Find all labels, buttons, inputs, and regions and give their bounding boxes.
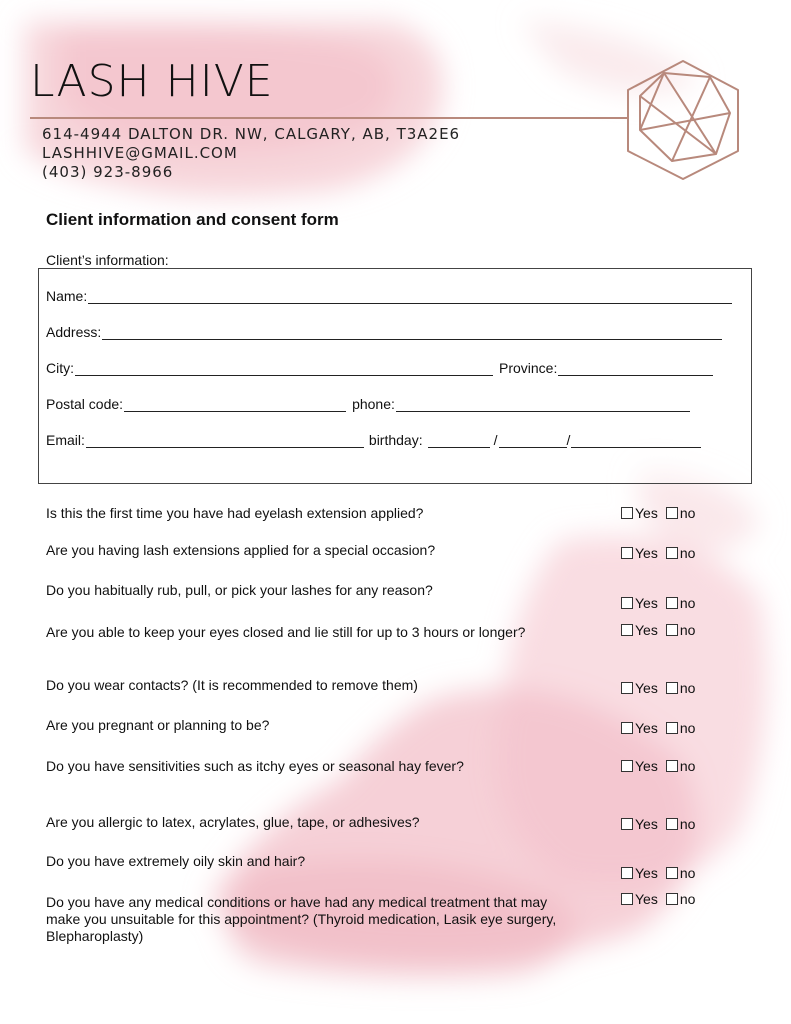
question-oily-skin: Do you have extremely oily skin and hair? bbox=[46, 853, 306, 869]
yes-checkbox[interactable] bbox=[621, 624, 633, 636]
yes-checkbox[interactable] bbox=[621, 597, 633, 609]
answer-contacts bbox=[621, 680, 695, 696]
phone-label: phone: bbox=[352, 396, 395, 412]
postal-phone-row bbox=[46, 396, 690, 412]
birthday-year-field[interactable] bbox=[571, 433, 701, 448]
no-checkbox[interactable] bbox=[666, 624, 678, 636]
yes-label: Yes bbox=[635, 545, 658, 561]
question-rub-lashes: Do you habitually rub, pull, or pick your lashes for any reason? bbox=[46, 582, 433, 598]
brand-divider bbox=[30, 117, 628, 119]
yes-checkbox[interactable] bbox=[621, 893, 633, 905]
answer-rub-lashes bbox=[621, 595, 695, 611]
no-checkbox[interactable] bbox=[666, 547, 678, 559]
answer-special-occasion bbox=[621, 545, 695, 561]
yes-checkbox[interactable] bbox=[621, 760, 633, 772]
birthday-day-field[interactable] bbox=[428, 433, 490, 448]
yes-label: Yes bbox=[635, 622, 658, 638]
yes-checkbox[interactable] bbox=[621, 867, 633, 879]
no-label: no bbox=[679, 816, 696, 832]
yes-label: Yes bbox=[635, 816, 658, 832]
province-field[interactable] bbox=[558, 361, 713, 376]
no-checkbox[interactable] bbox=[666, 893, 678, 905]
no-label: no bbox=[679, 758, 696, 774]
no-label: no bbox=[679, 891, 696, 907]
question-sensitivities: Do you have sensitivities such as itchy eyes or seasonal hay fever? bbox=[46, 758, 464, 774]
no-label: no bbox=[679, 595, 696, 611]
no-label: no bbox=[679, 720, 696, 736]
yes-label: Yes bbox=[635, 720, 658, 736]
no-label: no bbox=[679, 505, 696, 521]
question-first-time: Is this the first time you have had eyelash extension applied? bbox=[46, 505, 424, 521]
yes-label: Yes bbox=[635, 865, 658, 881]
no-label: no bbox=[679, 545, 696, 561]
name-row bbox=[46, 288, 732, 304]
yes-checkbox[interactable] bbox=[621, 507, 633, 519]
question-medical-conditions: Do you have any medical conditions or have had any medical treatment that may make you unsuitable for this appointment? (Thyroid medication, Lasik eye surgery, Blepharoplasty) bbox=[46, 894, 557, 944]
geometric-hexagon-logo-icon bbox=[622, 58, 744, 182]
city-field[interactable] bbox=[75, 361, 493, 376]
yes-label: Yes bbox=[635, 505, 658, 521]
email-label: Email: bbox=[46, 432, 85, 448]
answer-oily-skin bbox=[621, 865, 695, 881]
email-birthday-row bbox=[46, 432, 701, 448]
answer-sensitivities bbox=[621, 758, 695, 774]
postal-code-field[interactable] bbox=[124, 397, 346, 412]
question-special-occasion: Are you having lash extensions applied for a special occasion? bbox=[46, 542, 436, 558]
no-label: no bbox=[679, 622, 696, 638]
form-title: Client information and consent form bbox=[46, 210, 339, 229]
birthday-separator: / bbox=[566, 432, 571, 448]
no-checkbox[interactable] bbox=[666, 682, 678, 694]
birthday-month-field[interactable] bbox=[499, 433, 567, 448]
yes-checkbox[interactable] bbox=[621, 818, 633, 830]
postal-code-label: Postal code: bbox=[46, 396, 124, 412]
birthday-label: birthday: bbox=[368, 432, 423, 448]
brand-email: LASHHIVE@GMAIL.COM bbox=[42, 144, 238, 162]
province-label: Province: bbox=[499, 360, 558, 376]
yes-label: Yes bbox=[635, 891, 658, 907]
city-province-row bbox=[46, 360, 713, 376]
no-label: no bbox=[679, 865, 696, 881]
answer-pregnant bbox=[621, 720, 695, 736]
birthday-separator: / bbox=[493, 432, 498, 448]
no-checkbox[interactable] bbox=[666, 867, 678, 879]
no-checkbox[interactable] bbox=[666, 597, 678, 609]
address-field[interactable] bbox=[102, 325, 722, 340]
city-label: City: bbox=[46, 360, 74, 376]
yes-label: Yes bbox=[635, 680, 658, 696]
no-label: no bbox=[679, 680, 696, 696]
no-checkbox[interactable] bbox=[666, 818, 678, 830]
no-checkbox[interactable] bbox=[666, 760, 678, 772]
answer-first-time bbox=[621, 505, 695, 521]
name-label: Name: bbox=[46, 288, 88, 304]
brand-address: 614-4944 DALTON DR. NW, CALGARY, AB, T3A2E6 bbox=[42, 125, 461, 143]
no-checkbox[interactable] bbox=[666, 722, 678, 734]
question-contacts: Do you wear contacts? (It is recommended to remove them) bbox=[46, 677, 418, 693]
brand-name: LASH HIVE bbox=[30, 56, 274, 107]
answer-eyes-closed bbox=[621, 622, 695, 638]
answer-allergies bbox=[621, 816, 695, 832]
question-pregnant: Are you pregnant or planning to be? bbox=[46, 717, 270, 733]
yes-checkbox[interactable] bbox=[621, 547, 633, 559]
phone-field[interactable] bbox=[396, 397, 690, 412]
yes-checkbox[interactable] bbox=[621, 682, 633, 694]
yes-label: Yes bbox=[635, 758, 658, 774]
client-info-label: Client’s information: bbox=[46, 252, 169, 268]
name-field[interactable] bbox=[88, 289, 732, 304]
answer-medical-conditions bbox=[621, 891, 695, 907]
email-field[interactable] bbox=[86, 433, 364, 448]
no-checkbox[interactable] bbox=[666, 507, 678, 519]
question-allergies: Are you allergic to latex, acrylates, glue, tape, or adhesives? bbox=[46, 814, 420, 830]
yes-label: Yes bbox=[635, 595, 658, 611]
address-label: Address: bbox=[46, 324, 102, 340]
question-eyes-closed: Are you able to keep your eyes closed and lie still for up to 3 hours or longer? bbox=[46, 624, 526, 640]
yes-checkbox[interactable] bbox=[621, 722, 633, 734]
address-row bbox=[46, 324, 722, 340]
brand-phone: (403) 923-8966 bbox=[42, 163, 174, 181]
